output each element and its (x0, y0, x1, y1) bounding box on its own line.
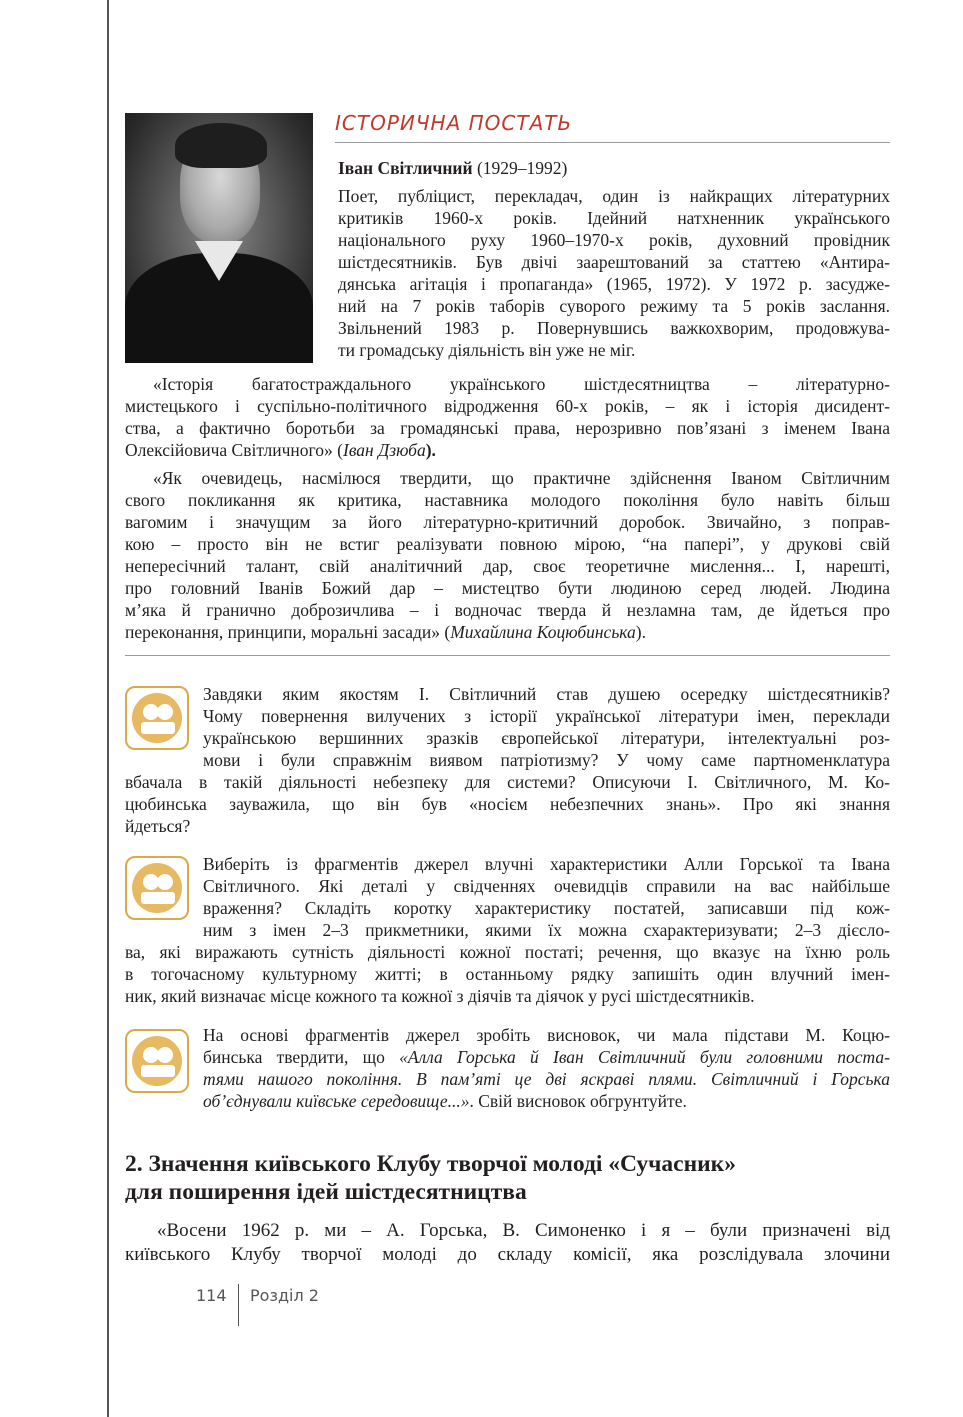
section-label: ІСТОРИЧНА ПОСТАТЬ (335, 111, 573, 135)
task-3: На основі фрагментів джерел зробіть висновок, чи мала підстави М. Коцю- бинська твердити, що «Алла Горська й Іван Світличний були головними поста- тями нашого покоління. В пам’яті це дві яскраві плями. Світличний і Горська об’єднували київське середовище...». Свій висновок обгрунтуйте. (203, 1025, 890, 1111)
chapter-label: Розділ 2 (250, 1286, 319, 1305)
quote-kotsiubynska: «Як очевидець, насмілюся твердити, що практичне здійснення Іваном Світличним свого покликання як критика, наставника молодого покоління було навіть більш вагомим і значущим за його літературно-критичний доробок. Звичайно, з поправ- кою – просто він не встиг реалізувати повною мірою, “на папері”, у друкові свій непересічний талант, свій аналітичний дар, своє теоретичне мислення... І, нарешті, про головний Іванів Божий дар – мистецтво бути людиною серед людей. Людина м’яка й гранично доброзичлива – і водночас тверда й незламна там, де йдеться про переконання, принципи, моральні засади» (Михайлина Коцюбинська). (125, 468, 890, 642)
page-number: 114 (196, 1286, 227, 1305)
margin-rule (107, 0, 109, 1417)
section-heading: 2. Значення київського Клубу творчої молоді «Сучасник» для поширення ідей шістдесятництва (125, 1151, 736, 1205)
portrait-photo (125, 113, 313, 363)
task-1-cont: вбачала в такій діяльності небезпеку для системи? Описуючи І. Світличного, М. Ко- цюбинська зауважила, що він був «носієм небезпечних знань». Про які знання йдеться? (125, 772, 890, 836)
quote-author: Михайлина Коцюбинська (450, 622, 636, 642)
footer-separator (238, 1284, 239, 1326)
discussion-icon (125, 856, 189, 920)
discussion-icon (125, 1029, 189, 1093)
bio-name: Іван Світличний (338, 158, 473, 178)
task-1: Завдяки яким якостям І. Світличний став душею осередку шістдесятників? Чому повернення вилучених з історії української літератури імен, переклади українською вершинних зразків європейської літератури, інтелектуальні роз- мови і були справжнім виявом патріотизму? У чому саме партноменклатура (203, 684, 890, 770)
discussion-icon (125, 686, 189, 750)
bio-block: Іван Світличний (1929–1992) Поет, публіцист, перекладач, один із найкращих літературних критиків 1960-х років. Ідейний натхненник українського національного руху 1960–1970-х років, духовний провідник шістдесятників. Був двічі заарештований за статтею «Антира- дянська агітація і пропаганда» (1965, 1972). У 1972 р. засудже- ний на 7 років таборів суворого режиму та 5 років заслання. Звільнений 1983 р. Повернувшись важкохворим, продовжува- ти громадську діяльність він уже не міг. (338, 158, 890, 360)
task-2: Виберіть із фрагментів джерел влучні характеристики Алли Горської та Івана Світличного. Які деталі у свідченнях очевидців справили на вас найбільше враження? Складіть коротку характеристику постатей, записавши під кож- ним з імен 2–3 прикметники, якими їх можна схарактеризувати; 2–3 дієсло- (203, 854, 890, 940)
body-paragraph: «Восени 1962 р. ми – А. Горська, В. Симоненко і я – були призначені від київського Клубу творчої молоді до складу комісії, яка розслідувала злочини (125, 1220, 890, 1265)
divider (125, 655, 890, 656)
bio-name-line: Іван Світличний (1929–1992) (338, 158, 568, 178)
task-2-cont: ва, які виражають сутність діяльності кожної постаті; речення, що вказує на їхню роль в тогочасному культурному житті; в останньому рядку запишіть один влучний імен- ник, який визначає місце кожного та кожної з діячів та діячок у русі шістдесятників. (125, 942, 890, 1006)
quote-dziuba: «Історія багатостраждального українського шістдесятництва – літературно- мистецького і суспільно-політичного відродження 60-х років, – як і історія дисидент- ства, а фактично боротьби за громадянські права, нерозривно пов’язані з іменем Івана Олексійовича Світличного» (Іван Дзюба). (125, 374, 890, 460)
section-rule (335, 142, 890, 143)
quote-author: Іван Дзюба (343, 440, 426, 460)
